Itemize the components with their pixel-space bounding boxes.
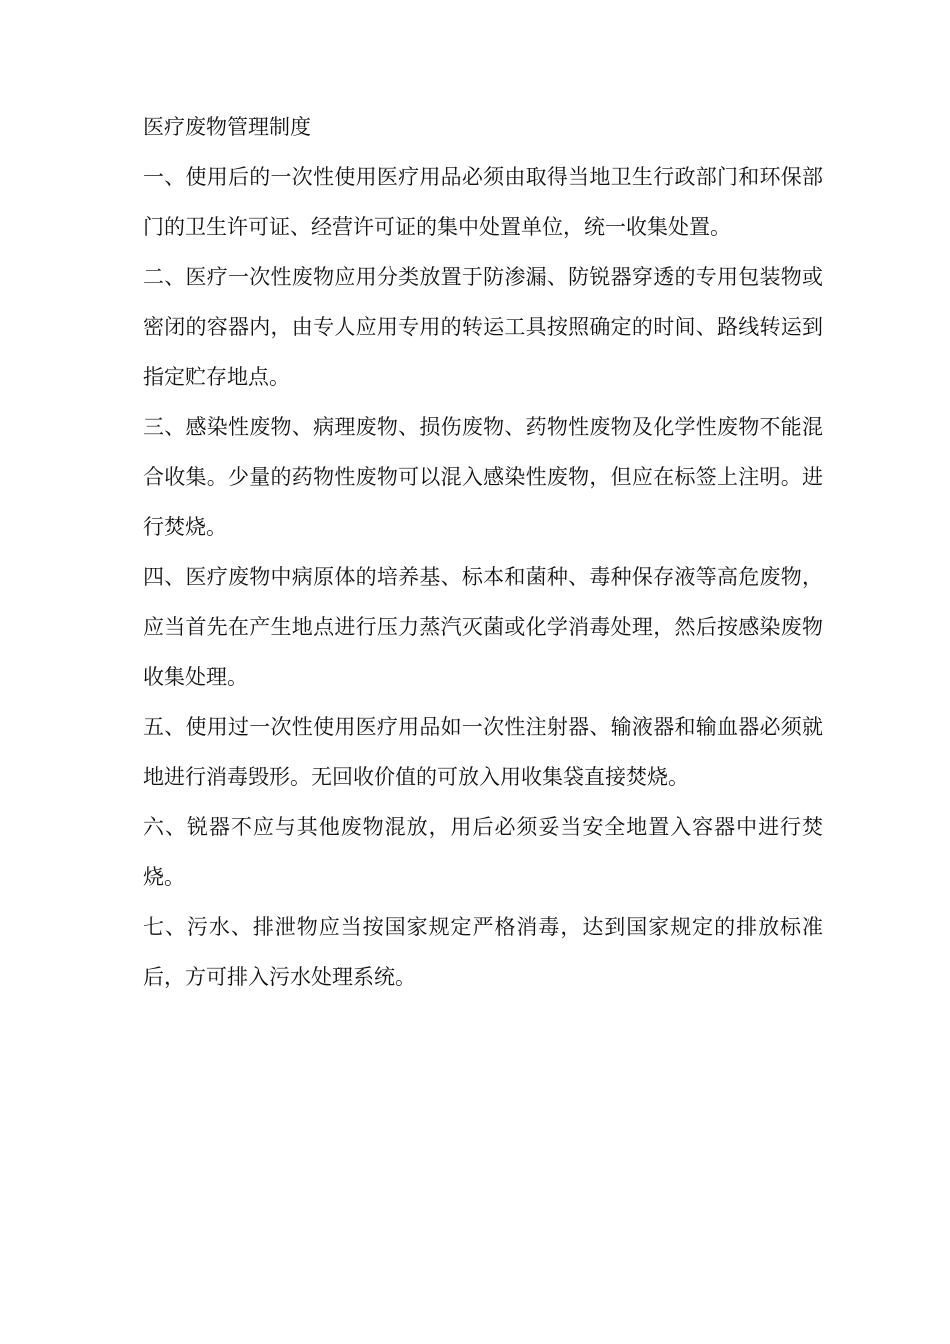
- paragraph-5: 五、使用过一次性使用医疗用品如一次性注射器、输液器和输血器必须就地进行消毒毁形。无回收价值的可放入用收集袋直接焚烧。: [143, 715, 823, 789]
- paragraph-4: 四、医疗废物中病原体的培养基、标本和菌种、毒种保存液等高危废物，应当首先在产生地点进行压力蒸汽灭菌或化学消毒处理，然后按感染废物收集处理。: [143, 565, 823, 689]
- paragraph-2: 二、医疗一次性废物应用分类放置于防渗漏、防锐器穿透的专用包装物或密闭的容器内，由专人应用专用的转运工具按照确定的时间、路线转运到指定贮存地点。: [143, 265, 823, 389]
- paragraph-6: 六、锐器不应与其他废物混放，用后必须妥当安全地置入容器中进行焚烧。: [143, 815, 823, 889]
- document-body: [143, 102, 823, 1002]
- paragraph-3: 三、感染性废物、病理废物、损伤废物、药物性废物及化学性废物不能混合收集。少量的药物性废物可以混入感染性废物，但应在标签上注明。进行焚烧。: [143, 415, 823, 539]
- paragraph-1: 一、使用后的一次性使用医疗用品必须由取得当地卫生行政部门和环保部门的卫生许可证、经营许可证的集中处置单位，统一收集处置。: [143, 165, 823, 239]
- paragraph-7: 七、污水、排泄物应当按国家规定严格消毒，达到国家规定的排放标准后，方可排入污水处理系统。: [143, 915, 823, 989]
- document-title: 医疗废物管理制度: [143, 115, 311, 139]
